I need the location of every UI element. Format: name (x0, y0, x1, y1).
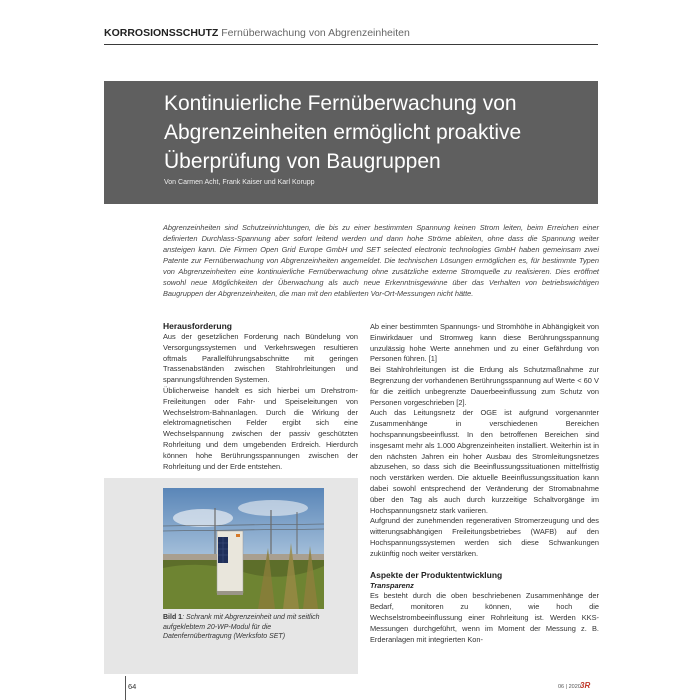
running-header (104, 24, 598, 45)
abstract: Abgrenzeinheiten sind Schutzeinrichtungen, die bis zu einer bestimmten Spannung keinen Strom leiten, beim Erreichen einer definierten Durchlass-Spannung aber sofort leitend werden und dann hohe Ströme ableiten, ohne dass die Spannung weiter ansteigen kann. Die Firmen Open Grid Europe GmbH und SET selected electronic technologies GmbH haben gemeinsam zwei Patente zur Fernüberwachung von Abgrenzeinheiten angemeldet. Die technischen Lösungen ermöglichen es, für bestimmte Typen von Abgrenzeinheiten eine kontinuierliche Fernüberwachung ohne zusätzliche externe Stromquelle zu realisieren. Dies eröffnet sowohl neue Möglichkeiten der Überwachung als auch neue Erkenntnisgewinne über das Verhalten von betriebswichtigen Baugruppen der Abgrenzeinheiten, die man mit den etablierten Vor-Ort-Messungen nicht hätte. (163, 223, 599, 298)
title-line-3: Überprüfung von Baugruppen (164, 150, 441, 173)
section-heading: Herausforderung (163, 321, 232, 331)
figure-caption (163, 613, 341, 642)
title-banner (104, 81, 598, 204)
figure-box (104, 478, 358, 674)
figure-label: Bild 1 (163, 614, 183, 621)
page-number: 64 (128, 682, 137, 691)
publisher-logo: 3R (580, 681, 591, 690)
paragraph: Auch das Leitungsnetz der OGE ist aufgrund vorgenannter Zusammenhänge in verschiedenen Bereichen hochspannungsbeeinflusst. In den betroffenen Bereichen sind insgesamt mehr als 1.000 Abgrenzeinheiten installiert. Weiterhin ist in den nächsten Jahren ein hoher Ausbau des Stromleitungsnetzes abzusehen, so dass sich die Beeinflussungssituationen mittelfristig noch verstärken werden. Die aktuelle Beeinflussungssituation kann dabei sowohl entsprechend der Veränderung der Stromabnahme über den Tag als auch durch kurzzeitige Schaltvorgänge im Hochspannungsnetz stark variieren. (370, 408, 599, 515)
figure-caption-text: : Schrank mit Abgrenzeinheit und mit seitlich aufgeklebtem 20-WP-Modul für die Datenfernübertragung (Werksfoto SET) (163, 614, 320, 641)
paragraph: Ab einer bestimmten Spannungs- und Stromhöhe in Abhängigkeit von Einwirkdauer und Stromweg kann diese Berührungsspannung unzulässig hohe Werte annehmen und zu einer Gefährdung von Personen führen. [1] (370, 322, 599, 364)
right-column (370, 322, 599, 645)
subsection-label: Fernüberwachung von Abgrenzeinheiten (221, 27, 410, 39)
footer-divider (125, 676, 126, 700)
paragraph: Üblicherweise handelt es sich hierbei um Drehstrom-Freileitungen oder Fahr- und Speiseleitungen von Wechselstrom-Bahnanlagen. Durch die Wirkung der elektromagnetischen Felder ergibt sich eine Wechselspannung zwischen der passiv geschützten Rohrleitung und dem umgebenden Erdreich. Hierdurch können hohe Berührungsspannungen zwischen der Rohrleitung und der Erde entstehen. (163, 385, 358, 471)
left-column (163, 320, 358, 472)
subsection-heading: Transparenz (370, 580, 414, 590)
issue-label: 06 | 2020 (558, 684, 581, 690)
cabinet-photo (163, 488, 324, 609)
authors-line: Von Carmen Acht, Frank Kaiser und Karl Korupp (164, 179, 315, 186)
paragraph: Bei Stahlrohrleitungen ist die Erdung als Schutzmaßnahme zur Begrenzung der vorhandenen Berührungsspannung auf Werte < 60 V für die zeitlich unbegrenzte Dauerbeeinflussung zum Schutz von Personen vorgeschrieben [2]. (370, 365, 599, 407)
article-title (164, 89, 584, 176)
section-label: KORROSIONSSCHUTZ (104, 27, 219, 39)
paragraph: Aufgrund der zunehmenden regenerativen Stromerzeugung und des witterungsabhängigen Freileitungsbetriebes (WAFB) auf den Hochspannungssystemen werden sich diese Schwankungen zukünftig noch weiter verstärken. (370, 516, 599, 558)
title-line-1: Kontinuierliche Fernüberwachung von (164, 92, 517, 115)
paragraph: Es besteht durch die oben beschriebenen Zusammenhänge der Bedarf, monitoren zu können, wie hoch die Wechselstrombeeinflussung einer Rohrleitung ist. Werden KKS-Messungen durchgeführt, wenn im Moment der Messung z. B. Erderanlagen mit integrierten Kon- (370, 591, 599, 644)
title-line-2: Abgrenzeinheiten ermöglicht proaktive (164, 121, 522, 144)
section-heading: Aspekte der Produktentwicklung (370, 569, 503, 580)
paragraph: Aus der gesetzlichen Forderung nach Bündelung von Versorgungssystemen und Verkehrswegen resultieren oftmals Parallelführungsabschnitte mit geringen Trassenabständen zwischen Stahlrohrleitungen und spannungsführenden Systemen. (163, 332, 358, 385)
